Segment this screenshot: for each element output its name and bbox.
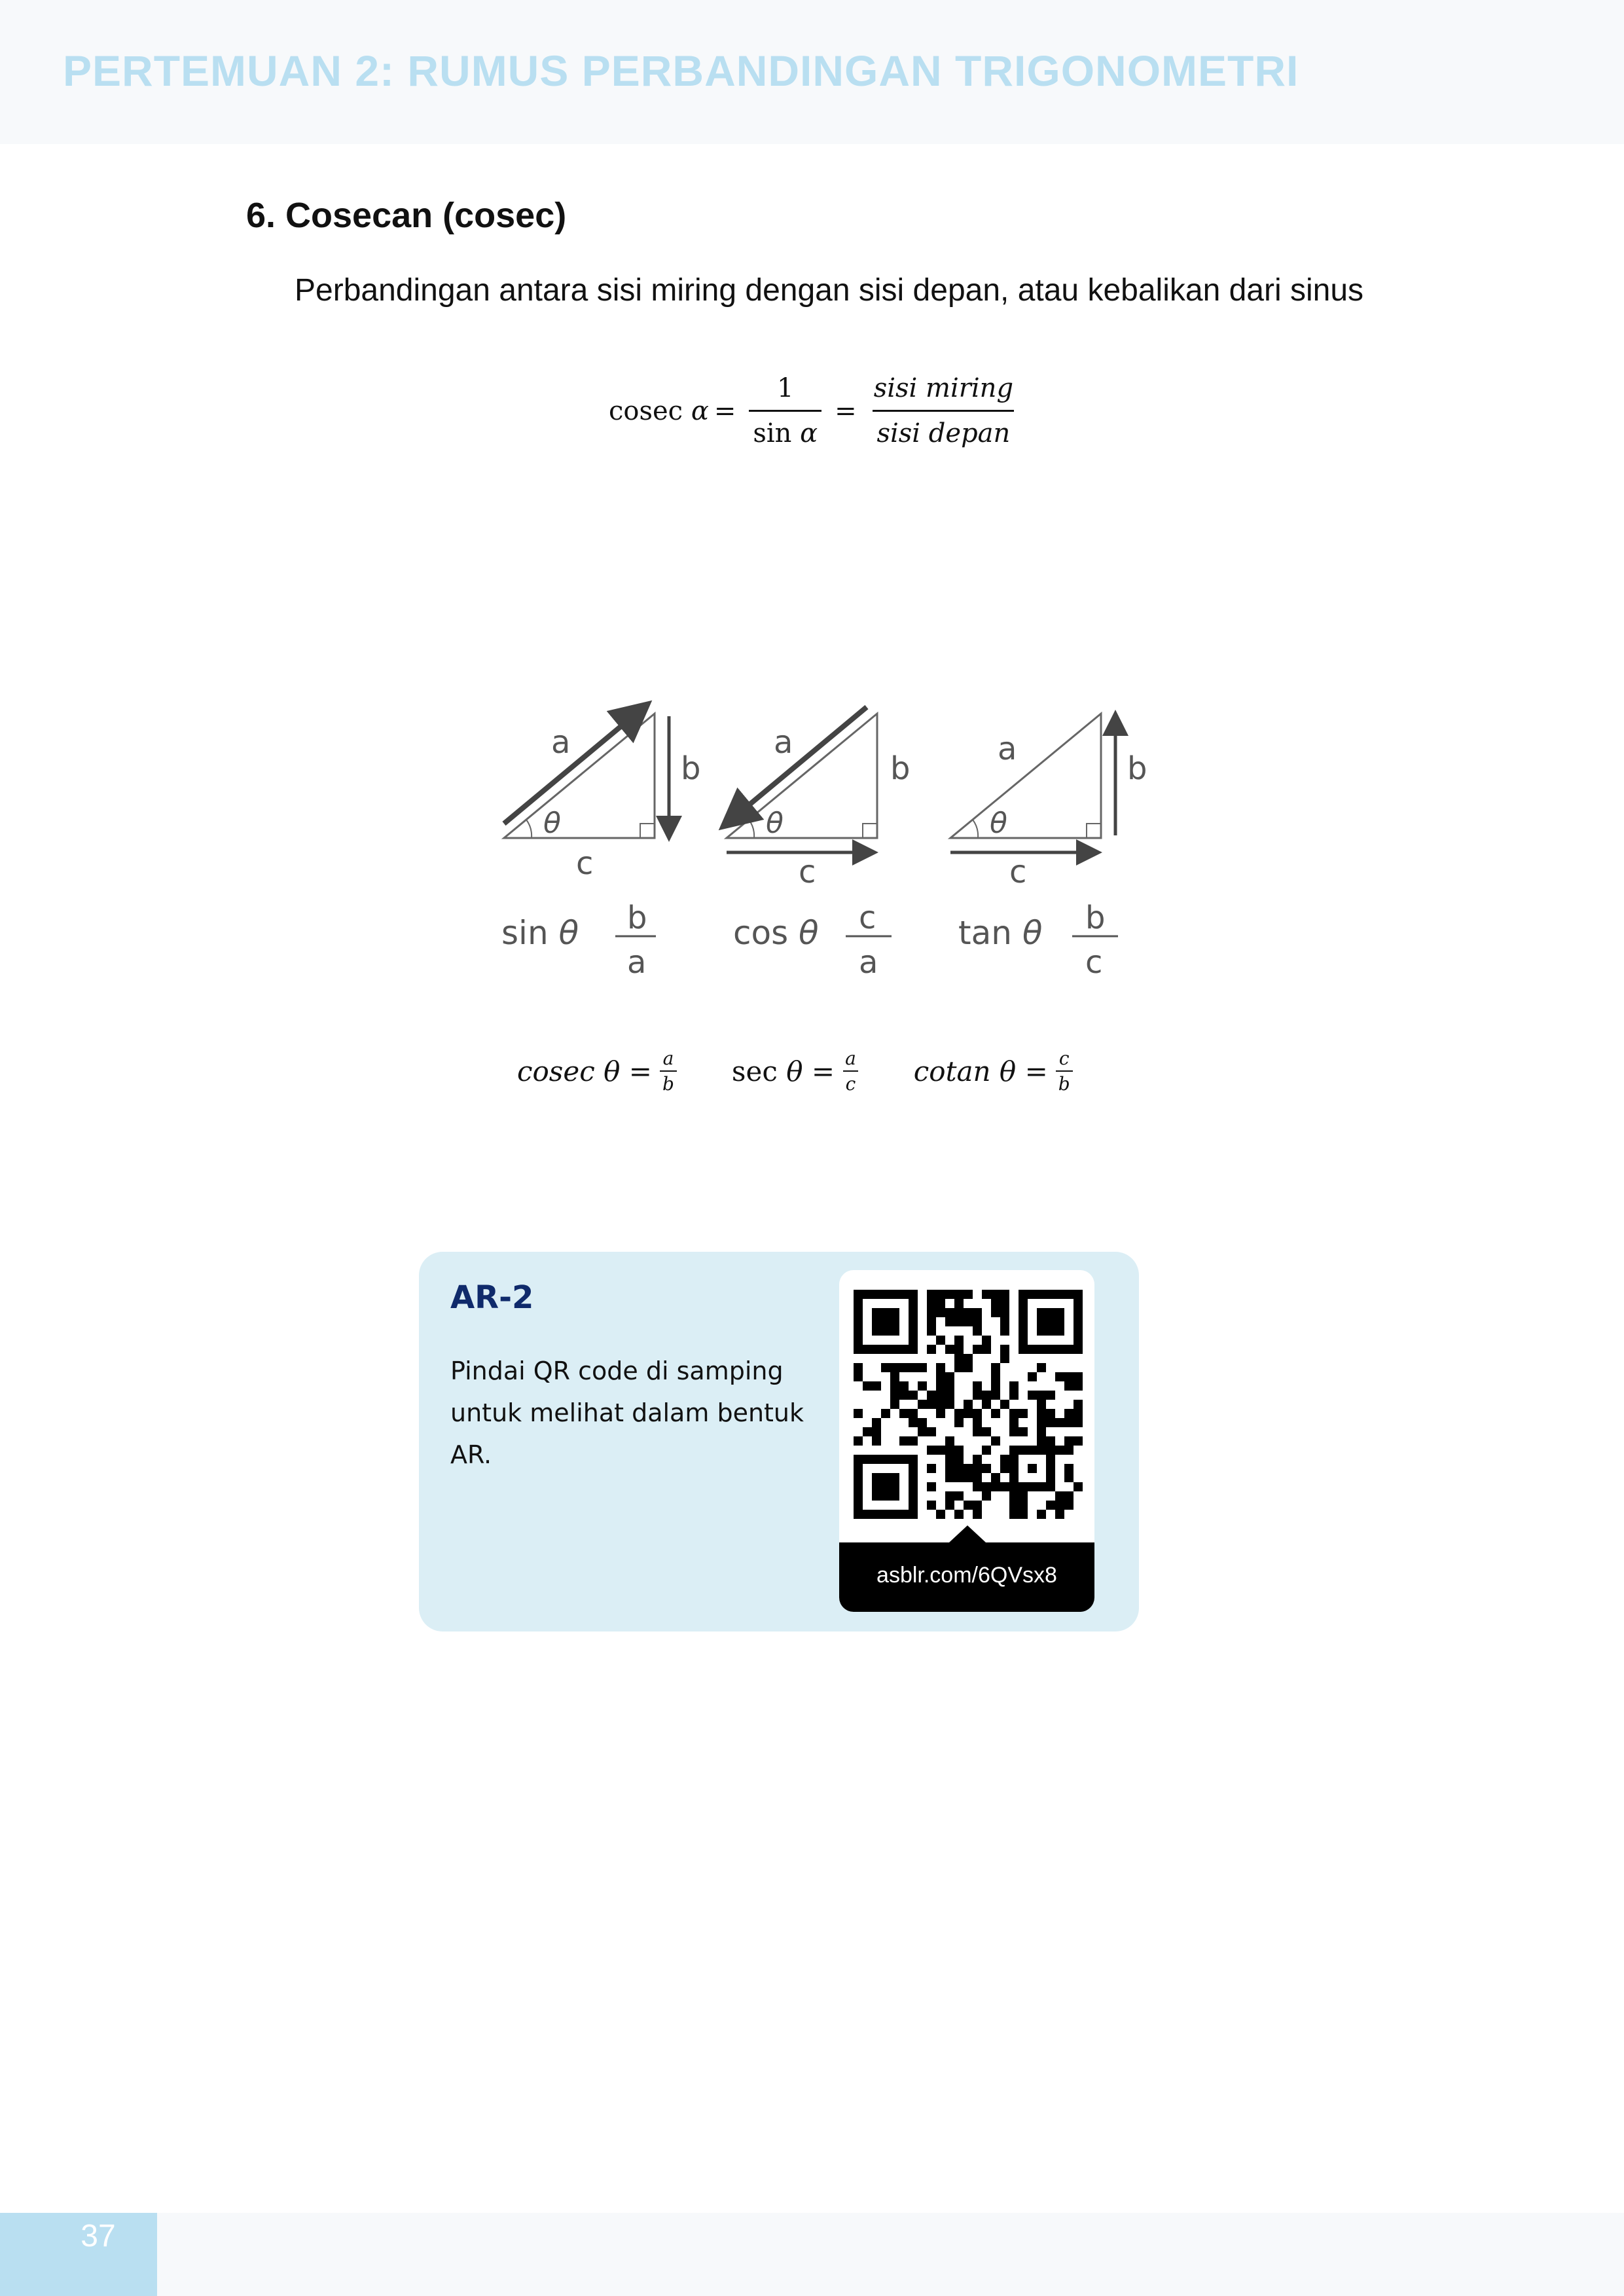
ar-title: AR-2 [450, 1279, 534, 1316]
label-theta: θ [543, 807, 561, 840]
label-theta: θ [990, 807, 1007, 840]
label-a: a [551, 724, 571, 761]
svg-text:b: b [627, 900, 647, 936]
ratio-sin [501, 900, 656, 981]
formula-one: 1 [777, 373, 794, 403]
reciprocal-formulas [517, 1048, 1128, 1095]
svg-text:sin θ: sin θ [501, 914, 579, 952]
formula-eq-2: = [835, 395, 857, 426]
page-number: 37 [81, 2219, 116, 2253]
svg-text:c: c [1085, 944, 1103, 981]
trig-triangles-diagram [484, 687, 1178, 982]
label-c: c [799, 854, 816, 890]
cosec-formula [609, 373, 1025, 448]
formula-sin-den: sin α [749, 410, 821, 448]
formula-lhs: cosec [609, 395, 683, 426]
ar-link[interactable]: asblr.com/6QVsx8 [839, 1542, 1094, 1612]
svg-text:cos θ: cos θ [733, 914, 819, 952]
page-header [0, 0, 1624, 144]
formula-num: sisi miring [873, 373, 1014, 403]
label-b: b [681, 750, 701, 787]
triangle-cos [727, 707, 910, 890]
formula-var: α [691, 395, 709, 426]
triangle-sin [504, 707, 700, 882]
label-b: b [1127, 750, 1147, 787]
formula-sec: sec θ = $\frac{a}{c}$ [732, 1048, 867, 1095]
formula-cosec: cosec θ = $\frac{a}{b}$ [517, 1048, 685, 1095]
ratio-tan [958, 900, 1118, 981]
qr-code[interactable] [839, 1270, 1094, 1532]
ar-instructions: Pindai QR code di samping untuk melihat dalam bentuk AR. [450, 1357, 804, 1469]
label-c: c [1009, 854, 1027, 890]
label-c: c [576, 845, 594, 882]
section-paragraph: Perbandingan antara sisi miring dengan sisi depan, atau kebalikan dari sinus [295, 273, 1364, 308]
label-theta: θ [766, 807, 784, 840]
svg-text:b: b [1085, 900, 1106, 936]
chapter-title: PERTEMUAN 2: RUMUS PERBANDINGAN TRIGONOMETRI [63, 46, 1299, 95]
label-a: a [998, 731, 1017, 767]
page-footer [0, 2213, 1624, 2296]
ratio-cos [733, 900, 892, 981]
svg-text:c: c [859, 900, 876, 936]
section-title: 6. Cosecan (cosec) [246, 196, 567, 235]
formula-den: sisi depan [873, 410, 1014, 448]
triangle-tan [950, 714, 1147, 890]
formula-cotan: cotan θ = $\frac{c}{b}$ [914, 1048, 1081, 1095]
qr-card[interactable] [839, 1270, 1094, 1612]
label-a: a [774, 724, 793, 761]
svg-text:tan θ: tan θ [958, 914, 1043, 952]
ar-callout [419, 1252, 1139, 1631]
svg-text:a: a [859, 944, 878, 981]
qr-pointer [949, 1525, 986, 1542]
svg-text:a: a [627, 944, 647, 981]
formula-fraction-1 [749, 373, 821, 448]
formula-eq-1: = [713, 395, 736, 426]
label-b: b [890, 750, 911, 787]
formula-fraction-2 [870, 373, 1017, 448]
